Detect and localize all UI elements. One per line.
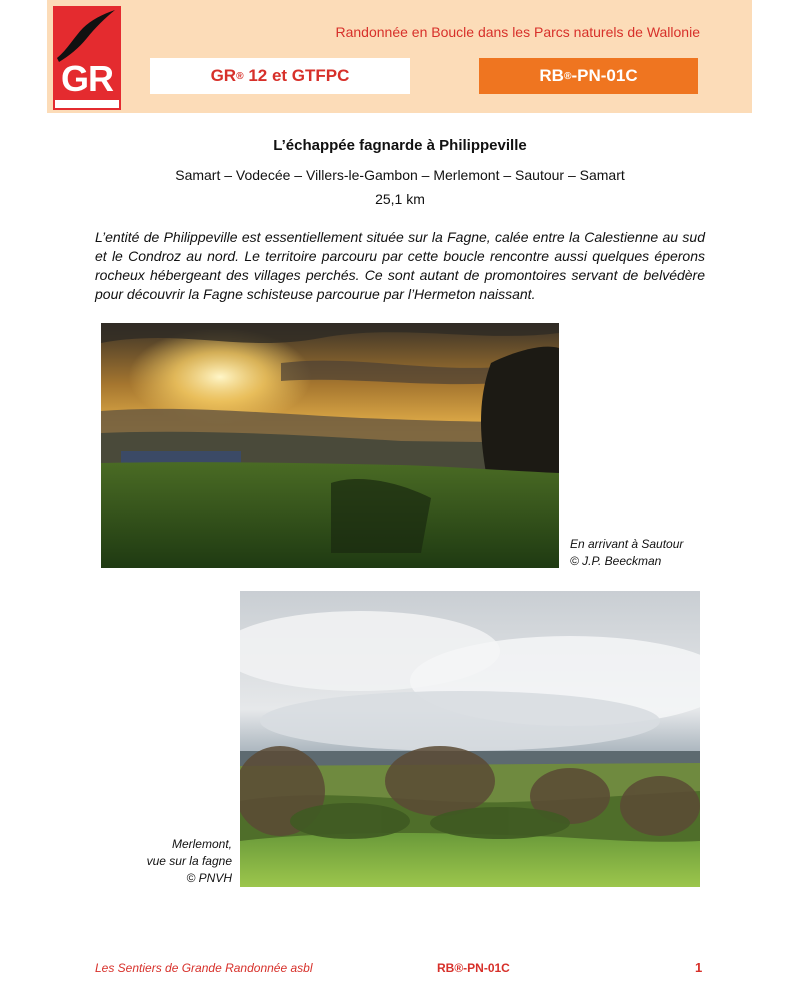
intro-paragraph: L’entité de Philippeville est essentiellement située sur la Fagne, calée entre la Calestienne au sud et le Condroz au nord. Le territoire parcouru par cette boucle rencontre aussi quelques éperons rocheux hébergeant des villages perchés. Ce sont autant de promontoires servant de belvédère pour découvrir la Fagne schisteuse parcourue par l’Hermeton naissant. bbox=[95, 229, 705, 302]
header-subtitle: Randonnée en Boucle dans les Parcs naturels de Wallonie bbox=[335, 24, 700, 40]
gr-route-sup: ® bbox=[236, 70, 244, 82]
page-number: 1 bbox=[695, 960, 703, 975]
photo2-caption bbox=[60, 836, 232, 887]
rb-code-label bbox=[479, 58, 698, 94]
gr-route-label bbox=[150, 58, 410, 94]
footer-organization: Les Sentiers de Grande Randonnée asbl bbox=[95, 961, 313, 975]
photo2-caption-line3: © PNVH bbox=[186, 871, 232, 885]
logo-text: GR bbox=[61, 58, 113, 99]
sunset-landscape-photo bbox=[101, 323, 559, 568]
route-stops: Samart – Vodecée – Villers-le-Gambon – Merlemont – Sautour – Samart bbox=[175, 167, 625, 183]
rb-code-rest: -PN-01C bbox=[571, 66, 638, 85]
gr-route-main: GR bbox=[210, 66, 237, 85]
logo-strip bbox=[55, 100, 119, 108]
gr-logo bbox=[53, 6, 121, 110]
gr-route-rest: 12 et GTFPC bbox=[243, 66, 350, 85]
photo1-caption-line1: En arrivant à Sautour bbox=[570, 537, 684, 551]
photo2-caption-line1: Merlemont, bbox=[171, 837, 232, 851]
header-band bbox=[47, 0, 752, 113]
photo1-caption bbox=[570, 536, 770, 570]
rb-code-sup: ® bbox=[563, 70, 572, 82]
footer-route-code: RB®-PN-01C bbox=[437, 961, 510, 975]
fagne-landscape-photo bbox=[240, 591, 700, 887]
page-title: L’échappée fagnarde à Philippeville bbox=[273, 137, 527, 154]
photo2-caption-line2: vue sur la fagne bbox=[146, 854, 232, 868]
photo1-caption-line2: © J.P. Beeckman bbox=[570, 554, 662, 568]
route-distance: 25,1 km bbox=[375, 191, 425, 207]
rb-code-main: RB bbox=[539, 66, 564, 85]
